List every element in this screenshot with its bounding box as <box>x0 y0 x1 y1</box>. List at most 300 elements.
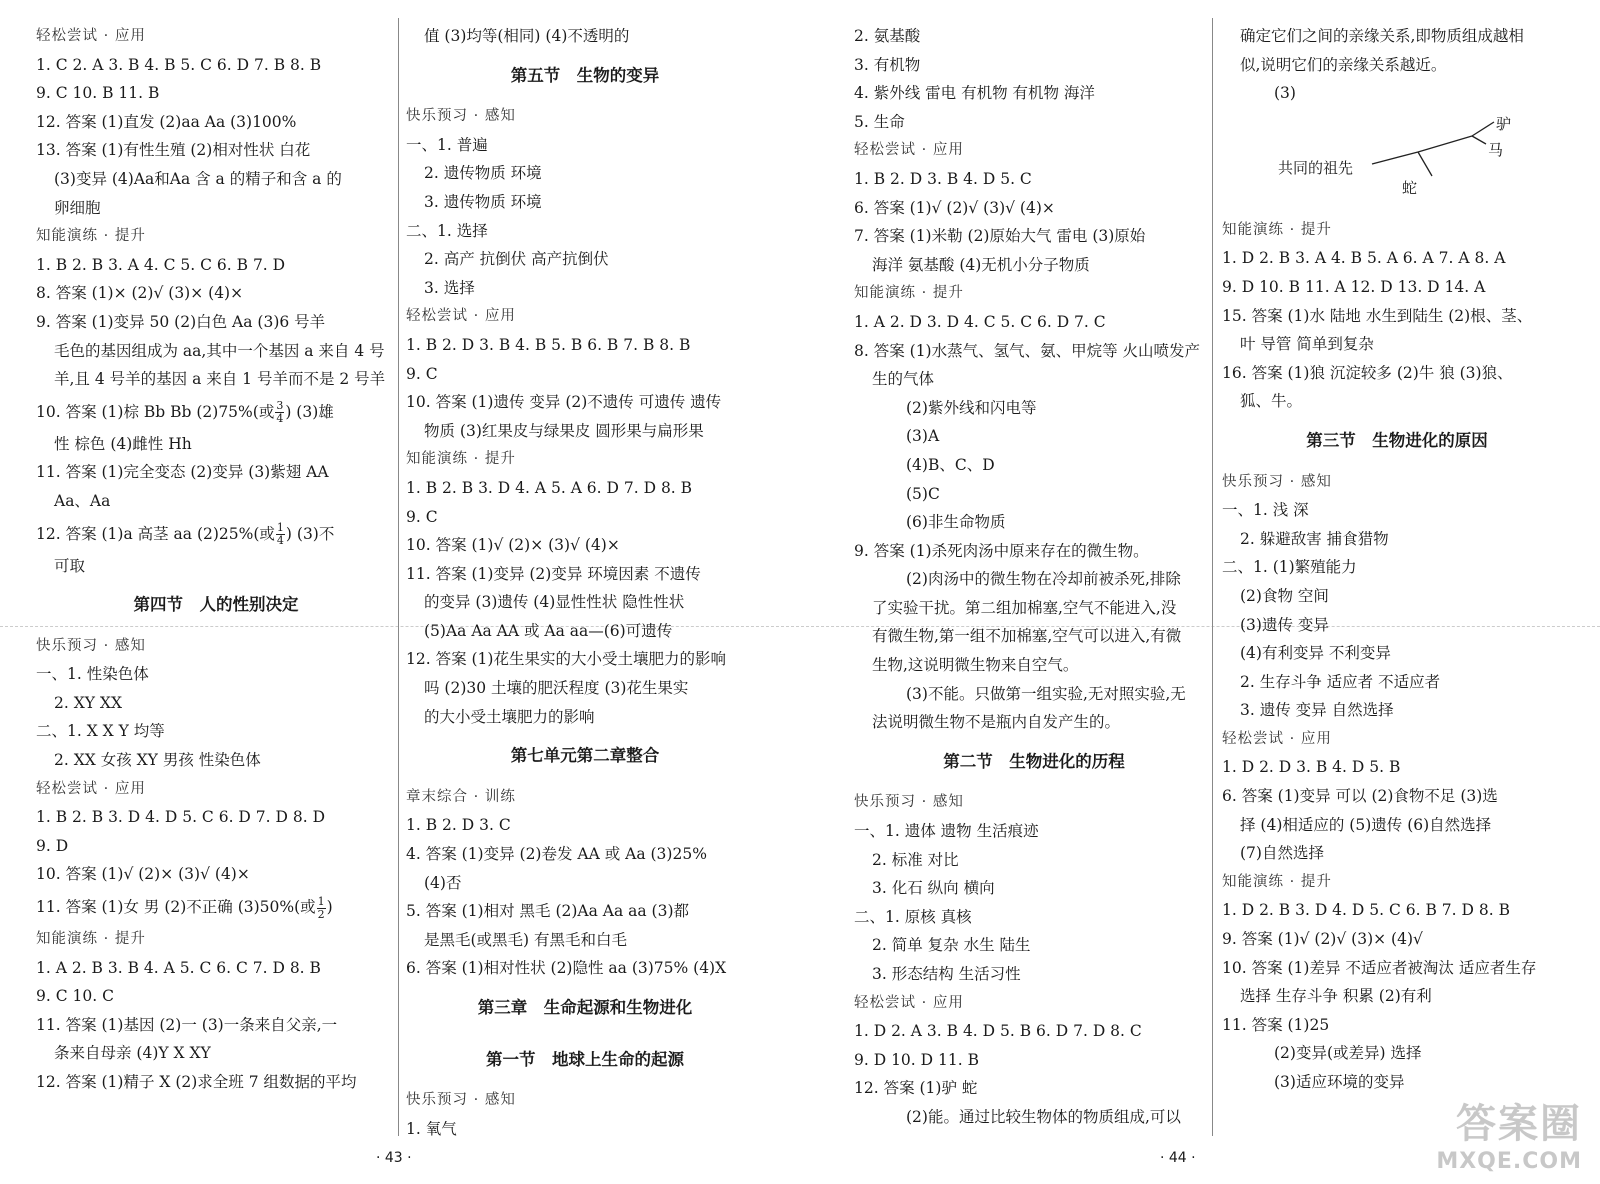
answer-line <box>406 388 764 417</box>
watermark-logo <box>1436 1092 1582 1174</box>
answer-text: 6. 答案 (1)√ (2)√ (3)√ (4)× <box>854 198 1055 217</box>
answer-text: 轻松尝试 · 应用 <box>406 308 516 325</box>
tree-branch-upper <box>1418 136 1472 152</box>
answer-text: 条来自母亲 (4)Y X XY <box>54 1044 211 1063</box>
answer-line <box>854 480 1214 509</box>
answer-line <box>1222 1011 1572 1040</box>
answer-text: 3. 遗传 变异 自然选择 <box>1240 701 1394 720</box>
answer-text: (5)C <box>906 484 940 503</box>
answer-text: 第一节 地球上生命的起源 <box>486 1049 684 1069</box>
answer-text: (6)非生命物质 <box>906 513 1006 532</box>
answer-text: 1. C 2. A 3. B 4. B 5. C 6. D 7. B 8. B <box>36 55 322 74</box>
answer-line <box>1222 1039 1572 1068</box>
answer-text: 1. B 2. B 3. D 4. A 5. A 6. D 7. D 8. B <box>406 478 693 497</box>
answer-text: 快乐预习 · 感知 <box>36 637 146 654</box>
answer-line <box>36 1068 396 1097</box>
answer-line <box>1222 525 1572 554</box>
answer-text: 11. 答案 (1)基因 (2)一 (3)一条来自父亲,一 <box>36 1015 338 1034</box>
answer-text: 择 (4)相适应的 (5)遗传 (6)自然选择 <box>1240 815 1492 834</box>
answer-line <box>1222 387 1572 416</box>
answer-line <box>36 458 396 487</box>
answer-line <box>854 251 1214 280</box>
answer-text: 10. 答案 (1)√ (2)× (3)√ (4)× <box>406 536 620 555</box>
answer-line <box>854 1017 1214 1046</box>
answer-text: 11. 答案 (1)变异 (2)变异 环境因素 不遗传 <box>406 564 701 583</box>
answer-line <box>854 1103 1214 1132</box>
answer-text: (2)紫外线和闪电等 <box>906 398 1037 417</box>
answer-text: 1. A 2. D 3. D 4. C 5. C 6. D 7. C <box>854 312 1106 331</box>
answer-text: 快乐预习 · 感知 <box>854 794 964 811</box>
answer-text: (2)变异(或差异) 选择 <box>1274 1044 1422 1063</box>
answer-line <box>854 622 1214 651</box>
answer-line <box>36 982 396 1011</box>
answer-text: 1. 氧气 <box>406 1119 457 1138</box>
answer-text: 第七单元第二章整合 <box>510 746 660 766</box>
answer-line <box>854 680 1214 709</box>
answer-line <box>1222 639 1572 668</box>
answer-text: 了实验干扰。第二组加棉塞,空气不能进入,没 <box>872 598 1177 617</box>
answer-text: 轻松尝试 · 应用 <box>36 28 146 44</box>
column-divider <box>398 18 399 1136</box>
answer-line <box>854 337 1214 366</box>
answer-line <box>854 931 1214 960</box>
subsection-label <box>36 925 396 954</box>
answer-line <box>1222 51 1572 80</box>
answer-text: (3)A <box>906 427 940 446</box>
answer-line <box>854 222 1214 251</box>
answer-text: (3)变异 (4)Aa和Aa 含 a 的精子和含 a 的 <box>54 169 342 188</box>
answer-line <box>406 531 764 560</box>
section-heading <box>406 731 764 783</box>
answer-line <box>1222 954 1572 983</box>
answer-line <box>854 874 1214 903</box>
answer-text: 9. 答案 (1)√ (2)√ (3)× (4)√ <box>1222 930 1423 949</box>
fraction <box>317 896 326 921</box>
answer-line <box>36 660 396 689</box>
answer-line <box>406 617 764 646</box>
answer-line <box>854 508 1214 537</box>
column-4-bottom <box>1222 216 1572 1097</box>
subsection-label <box>36 775 396 804</box>
answer-line <box>406 22 764 51</box>
answer-line <box>854 108 1214 137</box>
subsection-label <box>406 302 764 331</box>
answer-line <box>1222 22 1572 51</box>
answer-line <box>1222 273 1572 302</box>
answer-text: 10. 答案 (1)差异 不适应者被淘汰 适应者生存 <box>1222 958 1537 977</box>
answer-text: 8. 答案 (1)× (2)√ (3)× (4)× <box>36 284 244 303</box>
answer-text: (3) <box>1274 84 1296 103</box>
answer-line <box>1222 359 1572 388</box>
answer-text: 1. B 2. D 3. B 4. B 5. B 6. B 7. B 8. B <box>406 335 691 354</box>
answer-text: 知能演练 · 提升 <box>1222 873 1332 890</box>
answer-line <box>406 840 764 869</box>
answer-text-tail: ) (3)雄 <box>285 402 334 421</box>
answer-text: 9. D <box>36 836 69 855</box>
answer-line <box>1222 244 1572 273</box>
answer-line <box>36 832 396 861</box>
answer-line <box>1222 668 1572 697</box>
answer-line <box>406 811 764 840</box>
section-heading <box>406 1035 764 1087</box>
answer-text: 10. 答案 (1)√ (2)× (3)√ (4)× <box>36 865 250 884</box>
answer-text: 4. 答案 (1)变异 (2)卷发 AA 或 Aa (3)25% <box>406 845 707 864</box>
answer-text: 的大小受土壤肥力的影响 <box>424 707 595 726</box>
answer-text: 知能演练 · 提升 <box>1222 221 1332 238</box>
answer-line <box>854 708 1214 737</box>
answer-text: 16. 答案 (1)狼 沉淀较多 (2)牛 狼 (3)狼、 <box>1222 363 1513 382</box>
answer-text: (4)有利变异 不利变异 <box>1240 644 1391 663</box>
answer-text: 2. 躲避敌害 捕食猎物 <box>1240 529 1389 548</box>
answer-line <box>36 279 396 308</box>
answer-line <box>854 365 1214 394</box>
answer-line <box>36 1011 396 1040</box>
answer-text: (3)适应环境的变异 <box>1274 1073 1405 1091</box>
column-2 <box>406 22 764 1143</box>
answer-text: 12. 答案 (1)a 高茎 aa (2)25%(或 <box>36 524 275 543</box>
subsection-label <box>1222 468 1572 497</box>
answer-line <box>36 394 396 430</box>
answer-text: Aa、Aa <box>54 491 111 510</box>
subsection-label <box>854 136 1214 165</box>
answer-line <box>406 560 764 589</box>
fraction-denominator: 4 <box>276 412 284 426</box>
answer-text: 海洋 氨基酸 (4)无机小分子物质 <box>872 255 1090 274</box>
answer-text: 5. 答案 (1)相对 黑毛 (2)Aa Aa aa (3)都 <box>406 902 689 921</box>
subsection-label <box>406 445 764 474</box>
answer-text: 8. 答案 (1)水蒸气、氢气、氨、甲烷等 火山喷发产 <box>854 341 1201 360</box>
answer-line <box>1222 982 1572 1011</box>
answer-line <box>1222 79 1572 108</box>
answer-text: 2. 生存斗争 适应者 不适应者 <box>1240 672 1441 691</box>
answer-line <box>406 674 764 703</box>
answer-text: 毛色的基因组成为 aa,其中一个基因 a 来自 4 号 <box>54 341 385 360</box>
fraction <box>276 522 285 547</box>
answer-line <box>36 860 396 889</box>
tree-branch-donkey <box>1472 122 1494 136</box>
answer-text: (2)食物 空间 <box>1240 586 1329 605</box>
column-4 <box>1222 22 1572 1097</box>
fraction-numerator: 1 <box>317 894 325 908</box>
answer-line <box>854 308 1214 337</box>
answer-line <box>36 487 396 516</box>
evolution-tree-diagram <box>1222 108 1572 216</box>
answer-text: 快乐预习 · 感知 <box>406 108 516 125</box>
answer-text: 快乐预习 · 感知 <box>1222 473 1332 490</box>
section-heading <box>1222 416 1572 468</box>
answer-text: 9. D 10. B 11. A 12. D 13. D 14. A <box>1222 277 1486 296</box>
answer-line <box>1222 753 1572 782</box>
answer-text: 1. A 2. B 3. B 4. A 5. C 6. C 7. D 8. B <box>36 958 321 977</box>
answer-line <box>854 422 1214 451</box>
answer-text: 知能演练 · 提升 <box>36 931 146 948</box>
subsection-label <box>1222 725 1572 754</box>
tree-lines <box>1222 108 1572 216</box>
answer-text: 1. D 2. B 3. D 4. D 5. C 6. B 7. D 8. B <box>1222 901 1510 920</box>
answer-line <box>36 552 396 581</box>
answer-line <box>854 1046 1214 1075</box>
answer-text: 2. XX 女孩 XY 男孩 性染色体 <box>54 751 261 770</box>
subsection-label <box>854 788 1214 817</box>
answer-text: 一、1. 普遍 <box>406 135 488 154</box>
answer-text: 法说明微生物不是瓶内自发产生的。 <box>872 713 1121 732</box>
subsection-label <box>854 279 1214 308</box>
answer-line <box>406 897 764 926</box>
answer-line <box>36 108 396 137</box>
answer-text: 9. D 10. D 11. B <box>854 1050 979 1069</box>
answer-text: 3. 遗传物质 环境 <box>424 192 542 211</box>
answer-line <box>406 131 764 160</box>
answer-line <box>36 165 396 194</box>
answer-text: 一、1. 性染色体 <box>36 665 149 684</box>
answer-text: 3. 形态结构 生活习性 <box>872 965 1021 983</box>
answer-text: (3)遗传 变异 <box>1240 615 1329 634</box>
answer-line <box>406 331 764 360</box>
answer-line <box>854 394 1214 423</box>
answer-text: 6. 答案 (1)相对性状 (2)隐性 aa (3)75% (4)X <box>406 959 727 978</box>
subsection-label <box>406 783 764 812</box>
answer-line <box>406 360 764 389</box>
answer-text: 轻松尝试 · 应用 <box>854 142 964 159</box>
answer-line <box>1222 696 1572 725</box>
answer-text: 15. 答案 (1)水 陆地 水生到陆生 (2)根、茎、 <box>1222 306 1533 325</box>
answer-text: 一、1. 遗体 遗物 生活痕迹 <box>854 822 1039 841</box>
answer-text: 2. 高产 抗倒伏 高产抗倒伏 <box>424 250 609 269</box>
answer-text: 3. 化石 纵向 横向 <box>872 879 995 898</box>
answer-text: 2. 标准 对比 <box>872 850 959 869</box>
answer-text: 6. 答案 (1)变异 可以 (2)食物不足 (3)选 <box>1222 787 1498 806</box>
answer-text: 1. B 2. B 3. D 4. D 5. C 6. D 7. D 8. D <box>36 808 325 827</box>
answer-line <box>36 79 396 108</box>
answer-line <box>36 516 396 552</box>
answer-text: 12. 答案 (1)直发 (2)aa Aa (3)100% <box>36 112 297 131</box>
answer-line <box>36 136 396 165</box>
section-heading <box>406 51 764 103</box>
answer-text: 二、1. 选择 <box>406 221 488 240</box>
answer-line <box>406 474 764 503</box>
answer-text: 值 (3)均等(相同) (4)不透明的 <box>424 27 630 45</box>
answer-text: 11. 答案 (1)25 <box>1222 1015 1330 1034</box>
answer-text: 第四节 人的性别决定 <box>133 595 299 615</box>
answer-text: 选择 生存斗争 积累 (2)有利 <box>1240 987 1432 1006</box>
answer-text: 第二节 生物进化的历程 <box>943 751 1125 771</box>
answer-line <box>36 430 396 459</box>
answer-line <box>406 645 764 674</box>
answer-text-tail: ) (3)不 <box>285 524 335 543</box>
answer-text: 第五节 生物的变异 <box>510 65 660 85</box>
answer-text: 1. B 2. B 3. A 4. C 5. C 6. B 7. D <box>36 255 286 274</box>
answer-line <box>854 51 1214 80</box>
page-number-left: · 43 · <box>376 1150 412 1166</box>
answer-text: 12. 答案 (1)花生果实的大小受土壤肥力的影响 <box>406 650 726 669</box>
answer-line <box>1222 302 1572 331</box>
answer-line <box>406 869 764 898</box>
answer-text: (5)Aa Aa AA 或 Aa aa—(6)可遗传 <box>424 621 673 640</box>
answer-text: 1. D 2. B 3. A 4. B 5. A 6. A 7. A 8. A <box>1222 249 1506 268</box>
answer-line <box>406 245 764 274</box>
answer-line <box>1222 582 1572 611</box>
answer-text: 2. 氨基酸 <box>854 27 921 45</box>
answer-text: 二、1. (1)繁殖能力 <box>1222 558 1357 577</box>
answer-line <box>1222 782 1572 811</box>
answer-text: 是黑毛(或黑毛) 有黑毛和白毛 <box>424 930 628 949</box>
fraction-denominator: 2 <box>317 907 325 921</box>
answer-line <box>854 537 1214 566</box>
answer-line <box>854 565 1214 594</box>
answer-line <box>854 846 1214 875</box>
tree-leaf-donkey: 驴 <box>1496 114 1512 133</box>
answer-text: 3. 有机物 <box>854 55 921 74</box>
answer-line <box>1222 553 1572 582</box>
subsection-label <box>406 102 764 131</box>
answer-line <box>406 954 764 983</box>
answer-text: 11. 答案 (1)完全变态 (2)变异 (3)紫翅 AA <box>36 463 329 482</box>
watermark-en: MXQE.COM <box>1436 1149 1582 1174</box>
answer-line <box>36 337 396 366</box>
answer-line <box>854 194 1214 223</box>
answer-text: 1. B 2. D 3. B 4. D 5. C <box>854 169 1032 188</box>
answer-line <box>854 651 1214 680</box>
subsection-label <box>36 222 396 251</box>
answer-text: 有微生物,第一组不加棉塞,空气可以进入,有微 <box>872 627 1182 646</box>
answer-line <box>854 1074 1214 1103</box>
fraction-numerator: 1 <box>276 521 284 534</box>
watermark-cn: 答案圈 <box>1456 1101 1582 1147</box>
answer-line <box>36 365 396 394</box>
answer-line <box>36 803 396 832</box>
answer-text: 轻松尝试 · 应用 <box>1222 730 1332 747</box>
answer-text: 生的气体 <box>872 370 935 389</box>
answer-line <box>36 717 396 746</box>
answer-text: 1. B 2. D 3. C <box>406 816 511 835</box>
answer-line <box>406 703 764 732</box>
answer-text: 9. C <box>406 507 438 526</box>
answer-line <box>36 1039 396 1068</box>
answer-line <box>406 503 764 532</box>
answer-text: 3. 选择 <box>424 278 475 297</box>
answer-line <box>36 251 396 280</box>
page-number-right: · 44 · <box>1160 1150 1196 1166</box>
answer-line <box>1222 839 1572 868</box>
answer-text: 的变异 (3)遗传 (4)显性性状 隐性性状 <box>424 593 685 612</box>
answer-line <box>36 889 396 925</box>
answer-text: 4. 紫外线 雷电 有机物 有机物 海洋 <box>854 84 1095 103</box>
answer-text: 二、1. X X Y 均等 <box>36 722 165 741</box>
answer-text: 轻松尝试 · 应用 <box>854 994 964 1011</box>
answer-text: 轻松尝试 · 应用 <box>36 780 146 797</box>
answer-line <box>406 217 764 246</box>
answer-text: 9. C 10. C <box>36 987 114 1006</box>
answer-text: 一、1. 浅 深 <box>1222 501 1309 520</box>
answer-text: 性 棕色 (4)雌性 Hh <box>54 434 192 453</box>
answer-line <box>854 165 1214 194</box>
answer-line <box>36 689 396 718</box>
answer-line <box>1222 330 1572 359</box>
subsection-label <box>854 989 1214 1018</box>
tree-branch-snake <box>1418 152 1432 176</box>
tree-branch-root <box>1372 152 1418 164</box>
answer-line <box>854 594 1214 623</box>
answer-text: 10. 答案 (1)遗传 变异 (2)不遗传 可遗传 遗传 <box>406 393 722 412</box>
answer-text: (3)不能。只做第一组实验,无对照实验,无 <box>906 684 1186 703</box>
answer-line <box>854 960 1214 989</box>
answer-line <box>854 817 1214 846</box>
column-4-top <box>1222 22 1572 108</box>
answer-line <box>36 194 396 223</box>
answer-line <box>36 51 396 80</box>
answer-text: 二、1. 原核 真核 <box>854 907 972 926</box>
answer-text: 卵细胞 <box>54 198 101 217</box>
answer-text: 5. 生命 <box>854 112 905 131</box>
answer-text: 13. 答案 (1)有性生殖 (2)相对性状 白花 <box>36 141 311 160</box>
answer-line <box>406 926 764 955</box>
answer-line <box>1222 896 1572 925</box>
answer-text: (4)否 <box>424 873 462 892</box>
answer-text: 知能演练 · 提升 <box>854 285 964 302</box>
answer-line <box>1222 811 1572 840</box>
answer-line <box>406 159 764 188</box>
answer-text: 知能演练 · 提升 <box>36 228 146 245</box>
answer-line <box>854 79 1214 108</box>
answer-text: 知能演练 · 提升 <box>406 451 516 468</box>
answer-line <box>406 188 764 217</box>
subsection-label <box>1222 216 1572 245</box>
answer-text: 7. 答案 (1)米勒 (2)原始大气 雷电 (3)原始 <box>854 227 1146 246</box>
answer-text: 似,说明它们的亲缘关系越近。 <box>1240 55 1447 74</box>
tree-leaf-snake: 蛇 <box>1402 178 1418 197</box>
answer-text: (2)能。通过比较生物体的物质组成,可以 <box>906 1107 1181 1126</box>
answer-text: 9. 答案 (1)变异 50 (2)白色 Aa (3)6 号羊 <box>36 312 326 331</box>
answer-text: 可取 <box>54 556 86 575</box>
fraction-denominator: 4 <box>276 534 284 547</box>
answer-line <box>854 903 1214 932</box>
answer-line <box>36 954 396 983</box>
subsection-label <box>1222 868 1572 897</box>
section-heading <box>854 737 1214 789</box>
section-heading <box>406 983 764 1035</box>
tree-branch-horse <box>1472 136 1486 144</box>
answer-text: 1. D 2. A 3. B 4. D 5. B 6. D 7. D 8. C <box>854 1022 1142 1041</box>
answer-line <box>854 451 1214 480</box>
answer-text: 叶 导管 简单到复杂 <box>1240 335 1374 354</box>
answer-line <box>36 746 396 775</box>
answer-text: 9. C 10. B 11. B <box>36 84 160 103</box>
answer-text: 确定它们之间的亲缘关系,即物质组成越相 <box>1240 27 1524 45</box>
answer-text: 12. 答案 (1)驴 蛇 <box>854 1079 978 1098</box>
answer-text: 生物,这说明微生物来自空气。 <box>872 656 1079 675</box>
answer-text: 12. 答案 (1)精子 X (2)求全班 7 组数据的平均 <box>36 1073 357 1091</box>
fraction <box>275 400 284 425</box>
answer-line <box>406 274 764 303</box>
answer-line <box>1222 496 1572 525</box>
answer-line <box>36 308 396 337</box>
answer-line <box>1222 611 1572 640</box>
answer-text: 第三节 生物进化的原因 <box>1306 430 1488 450</box>
answer-text: 快乐预习 · 感知 <box>406 1092 516 1109</box>
answer-text: 1. D 2. D 3. B 4. D 5. B <box>1222 758 1401 777</box>
answer-line <box>406 1115 764 1144</box>
subsection-label <box>36 22 396 51</box>
answer-line <box>854 22 1214 51</box>
answer-text: 第三章 生命起源和生物进化 <box>477 998 693 1017</box>
column-3 <box>854 22 1214 1132</box>
answer-text: 2. 简单 复杂 水生 陆生 <box>872 936 1031 955</box>
fraction-numerator: 3 <box>276 399 284 413</box>
section-heading <box>36 580 396 632</box>
answer-line <box>406 417 764 446</box>
answer-line <box>406 588 764 617</box>
answer-text-tail: ) <box>326 898 333 917</box>
